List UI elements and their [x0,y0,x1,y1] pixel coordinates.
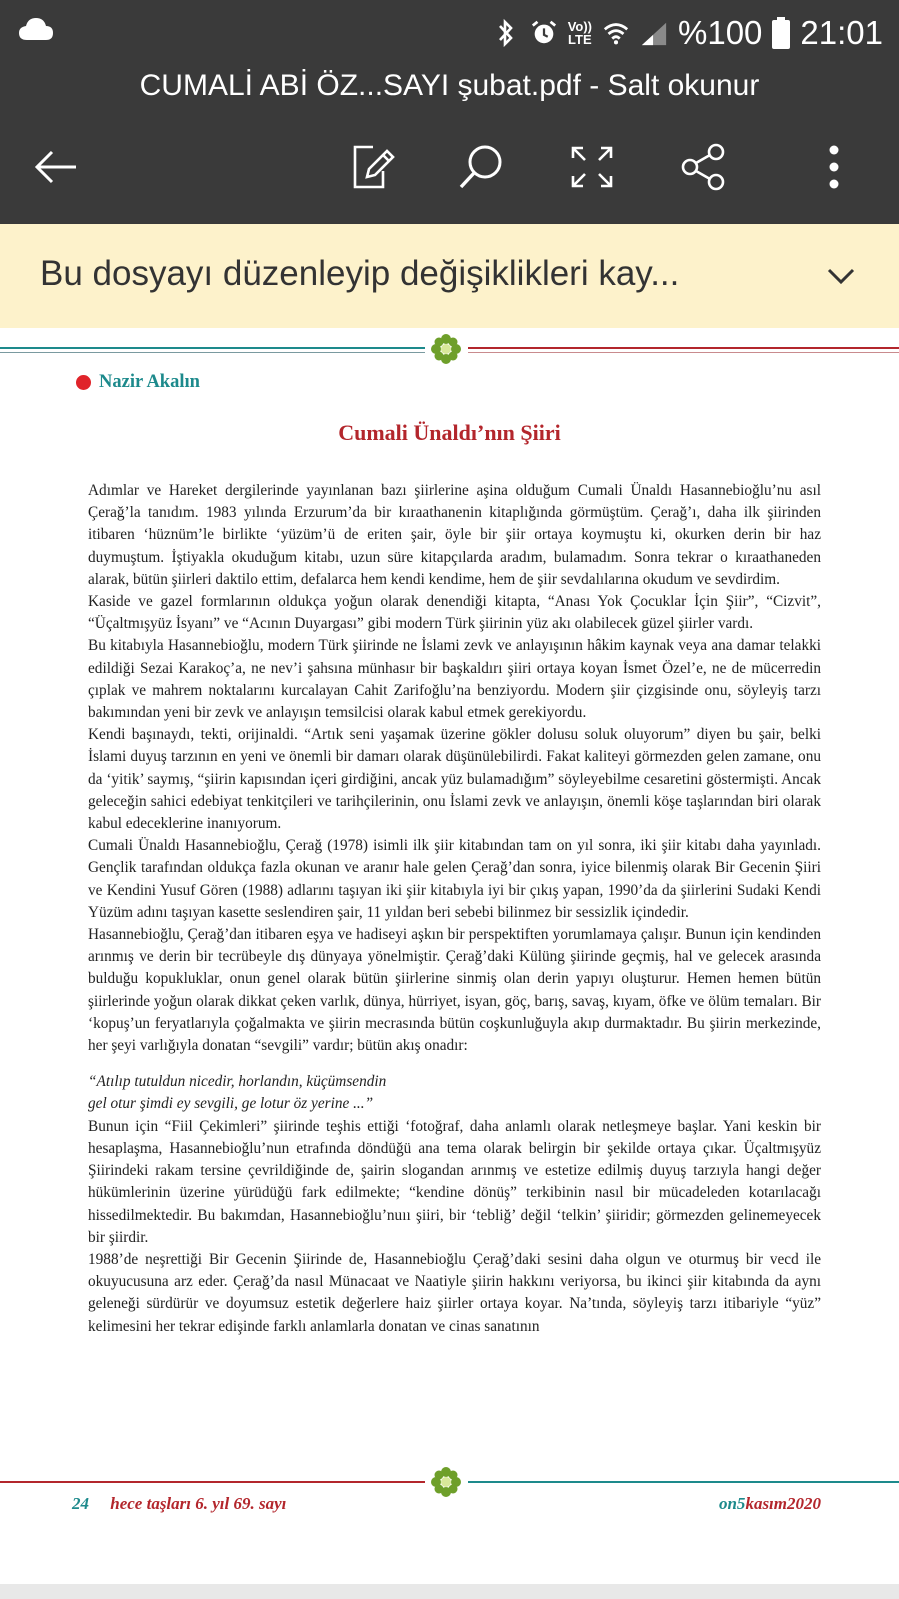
paragraph: Kendi başınaydı, tekti, orijinaldi. “Artık seni yaşamak üzerine gökler dolusu soluk oluyorum” diyen bu şair, belki İslami duyuş tarzının en yeni ve önemli bir damarı olarak düşünülebilirdi. Fakat kaliteyi görmezden gelen zamane, onu da ‘yitik’ saymış, “şiirin kapısından içeri girdiğini, ancak yüz bulamadığım” söyleyebilme cesaretini göstermişti. Ancak geleceğin sahici edebiyat tenkitçileri ve tarihçilerinin, onu İslami zevk ve anlayışın, önemli köşe taşlarından biri olarak kabul edeceklerine inanıyorum. [88,726,821,833]
app-bar [0,66,899,224]
header-rule-left-thin [0,352,425,353]
share-button[interactable] [674,138,732,196]
signal-icon [640,18,668,48]
read-only-banner[interactable] [0,224,899,328]
flower-ornament-icon [430,333,462,365]
paragraph: Cumali Ünaldı Hasannebioğlu, Çerağ (1978) isimli ilk şiir kitabından tam on yıl sonra, iki şiir kitabı daha yayınladı. Gençlik tarafından oldukça fazla okunan ve aranır hale gelen Çerağ’dan sonra, iyice bilenmiş olarak Bir Gecenin Şiiri ve Kendini Yusuf Gören (1988) adlarını taşıyan iki şiir kitabıyla iyi bir çıkış yapan, 1990’da da şiirlerini Sudaki Kendi Yüzüm adını taşıyan kasette seslendiren şair, 11 yıldan beri sebebi bilinmez bir sessizlik içindedir. [88,837,821,921]
bullet-dot [76,375,91,390]
back-arrow-icon [32,147,80,187]
battery-icon [772,17,790,49]
battery-percent: %100 [678,14,763,51]
cloud-icon [18,16,54,42]
paragraph: Adımlar ve Hareket dergilerinde yayınlanan bazı şiirlerine aşina olduğum Cumali Ünaldı Hasannebioğlu’nu asıl Çerağ’la tanıdım. 1983 yılında Erzurum’da bir kıraathanenin kitaplığında görmüştüm. Çerağ’ı, daha ilk şiirinden itibaren ‘hüznüm’le birlikte ‘yüzüm’ü de eriten şair, öyle bir şiir ortaya koymuştu ki, okurken derin bir haz duymuştum. İştiyakla okuduğum kitabı, uzun süre kitapçılarda aradım, bulamadım. Sonra tekrar o kıraathaneden alarak, bütün şiirleri daktilo ettim, defalarca hem kendi kendime, hem de şiir sevdalılarına okudum ve sevdirdim. [88,482,821,588]
footer-rule-right [468,1481,899,1483]
author-name: Nazir Akalın [76,372,200,393]
poem-quote [88,1071,821,1115]
journal-name: hece taşları 6. yıl 69. sayı [110,1494,287,1513]
footer-journal [72,1494,286,1514]
quote-line: “Atılıp tutuldun nicedir, horlandın, küçümsendin [88,1073,387,1091]
page-gap [0,1584,899,1599]
footer-date: on5kasım2020 [718,1494,821,1513]
paragraph: Bu kitabıyla Hasannebioğlu, modern Türk şiirinde ne İslami zevk ve anlayışının hâkim kaynak veya ana damar telakki edildiği Sezai Karakoç’a, ne nev’i şahsına münhasır bir başkaldırı şiiri ortaya koyan İsmet Özel’e, ne de mücerredin çıplak ve mahrem noktalarını kurcalayan Cahit Zarifoğlu’na benziyordu. Modern şiir çizgisinde onu, söyleyiş tarzı bakımından yeni bir zevk ve anlayışın temsilcisi olarak kabul etmek gerekiyordu. [88,637,821,722]
banner-message: Bu dosyayı düzenleyip değişiklikleri kay... [40,254,680,293]
fullscreen-button[interactable] [563,138,621,196]
quote-line: gel otur şimdi ey sevgili, ge lotur öz yerine ...” [88,1095,374,1113]
bluetooth-icon [492,18,520,48]
paragraph: 1988’de neşrettiği Bir Gecenin Şiirinde de, Hasannebioğlu Çerağ’daki sesini daha olgun ve oturmuş bir vecd ile okuyucusuna arz eder. Çerağ’da nasıl Münacaat ve Naatiyle şiirin hakkını veriyorsa, bu ikinci şiir kitabında da aynı geleneği sürdürür ve doyumsuz estetik değerlere haiz şiirler ortaya koyar. Na’tında, söyleyiş tarzı itibariyle “yüz” kelimesini her tekrar edişinde farklı anlamlarla donatan ve cinas sanatının [88,1250,821,1335]
wifi-icon [602,18,630,48]
page-number: 24 [72,1494,89,1513]
back-button[interactable] [27,138,85,196]
document-title: CUMALİ ABİ ÖZ...SAYI şubat.pdf - Salt okunur [139,69,760,102]
search-icon [456,142,506,192]
volte-lte-indicator: Vo)) LTE [567,19,592,47]
header-rule-left [0,347,425,349]
footer-rule-left [0,1481,425,1483]
header-rule-right-thin [468,352,899,353]
article-body [88,480,821,1338]
clock: 21:01 [800,14,883,51]
edit-document-icon [347,143,395,191]
status-bar [0,0,899,66]
fullscreen-icon [569,144,615,190]
article-title: Cumali Ünaldı’nın Şiiri [338,420,561,445]
pdf-page[interactable] [0,328,899,1584]
chevron-down-icon[interactable] [823,258,859,294]
paragraph: Hasannebioğlu, Çerağ’dan itibaren eşya ve hadiseyi aşkın bir perspektiften yorumlamaya çalışır. Bunun için kendinden arınmış ve derin bir tecrübeyle dış dünyaya yönelmiştir. Çerağ’daki Külüng şiirinde geçmiş, hal ve gelecek arasında bulduğu kopukluklar, onun genel olarak bütün şiirlerine sinmiş olan derin yapıyı oluşturur. Hemen hemen bütün şiirlerinde yoğun olarak dikkat çeken varlık, dünya, hürriyet, isyan, göç, barış, savaş, kıyam, öfke ve ölüm temaları. Bir ‘kopuş’un feryatlarıyla çoğalmakta ve şiirin mecrasında bütün coşkunluğuyla akıp durmaktadır. Bu şiirin merkezinde, her şeyi varlığıyla donatan “sevgili” vardır; bütün akış onadır: [88,926,821,1055]
paragraph: Bunun için “Fiil Çekimleri” şiirinde teşhis ettiği ‘fotoğraf, daha anlamlı olarak netleşmeye başlar. Yani keskin bir hesaplaşma, Hasannebioğlu’nun etrafında döndüğü ana tema olarak belirgin bir şekilde ortaya çıkar. Üçaltmışyüz Şiirindeki rakam tersine çevrildiğinde de, şairin slogandan arınmış ve estetize edilmiş duyuş tarzıyla hangi değer hükümlerinin üzerine yürüdüğü fark edilmekte; “kendine dönüş” terkibinin nasıl bir mücadeleden kotarılacağı hissedilmektedir. Bu bakımdan, Hasannebioğlu’nuıı şiiri, bir ‘tebliğ’ değil ‘telkin’ şiiridir; görmezden gelinemeyecek bir şiirdir. [88,1117,821,1246]
paragraph: Kaside ve gazel formlarının oldukça yoğun olarak denendiği kitapta, “Anası Yok Çocuklar İçin Şiir”, “Cizvit”, “Üçaltmışyüz İsyanı” ve “Acının Duyargası” gibi modern Türk şiirinin yüz akı olabilecek güzel şiirler vardı. [88,593,821,633]
flower-ornament-icon [430,1466,462,1498]
share-icon [680,143,726,191]
edit-button[interactable] [342,138,400,196]
header-rule-right [468,347,899,349]
search-button[interactable] [452,138,510,196]
alarm-icon [530,18,558,48]
more-vert-icon [827,144,841,190]
more-options-button[interactable] [805,138,863,196]
status-icons [492,8,883,58]
